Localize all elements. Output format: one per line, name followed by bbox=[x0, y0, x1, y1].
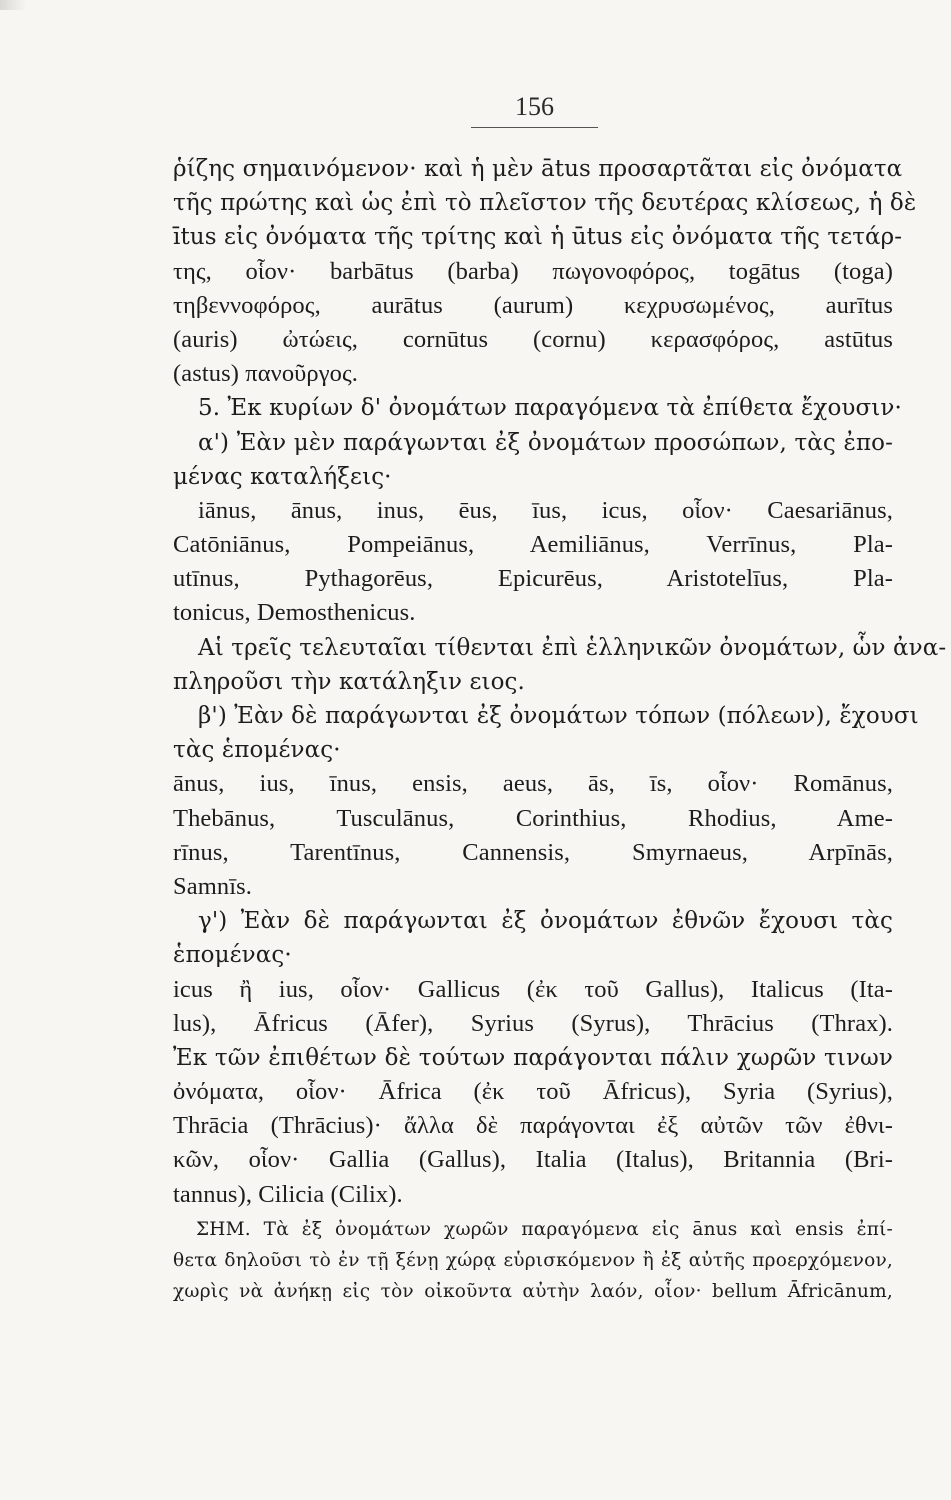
text-line: tonicus, Demosthenicus. bbox=[173, 599, 416, 627]
text-line: τὰς ἑπομένας· bbox=[173, 737, 341, 764]
text-line: ἑπομένας· bbox=[173, 942, 292, 969]
text-line: της, οἷον· barbātus (barba) πωγονοφόρος, togātus (toga) bbox=[173, 257, 893, 285]
text-line: tannus), Cilicia (Cilix). bbox=[173, 1180, 403, 1208]
text-line: ītus εἰς ὀνόματα τῆς τρίτης καὶ ἡ ūtus εἰς ὀνόματα τῆς τετάρ- bbox=[173, 224, 903, 251]
subsection-gamma: γ') Ἐὰν δὲ παράγωνται ἐξ ὀνομάτων ἐθνῶν ἔχουσι τὰς bbox=[198, 908, 893, 935]
suffix-list: iānus, ānus, inus, ēus, īus, icus, οἷον· Caesariānus, bbox=[198, 496, 893, 524]
page-number-rule bbox=[471, 127, 598, 128]
text-line: Αἱ τρεῖς τελευταῖαι τίθενται ἐπὶ ἑλληνικῶν ὀνομάτων, ὧν ἀνα- bbox=[198, 634, 947, 661]
footnote bbox=[173, 1214, 893, 1307]
section-heading-5: 5. Ἐκ κυρίων δ' ὀνομάτων παραγόμενα τὰ ἐπίθετα ἔχουσιν· bbox=[198, 395, 902, 422]
main-text bbox=[173, 152, 947, 1307]
page-number: 156 bbox=[515, 92, 554, 121]
text-line: τηβεννοφόρος, aurātus (aurum) κεχρυσωμένος, aurītus bbox=[173, 291, 893, 319]
text-line: τῆς πρώτης καὶ ὡς ἐπὶ τὸ πλεῖστον τῆς δευτέρας κλίσεως, ἡ δὲ bbox=[173, 190, 917, 217]
text-line: μένας καταλήξεις· bbox=[173, 463, 392, 490]
suffix-list: ānus, ius, īnus, ensis, aeus, ās, īs, οἷον· Romānus, bbox=[173, 770, 893, 798]
footnote-line: χωρὶς νὰ ἀνήκῃ εἰς τὸν οἰκοῦντα αὐτὴν λαόν, οἷον· bellum Āfricānum, bbox=[173, 1280, 893, 1302]
text-line: ὀνόματα, οἷον· Āfrica (ἐκ τοῦ Āfricus), Syria (Syrius), bbox=[173, 1078, 893, 1106]
text-line: Thebānus, Tusculānus, Corinthius, Rhodius, Ame- bbox=[173, 804, 893, 832]
text-line: rīnus, Tarentīnus, Cannensis, Smyrnaeus, Arpīnās, bbox=[173, 838, 893, 866]
subsection-beta: β') Ἐὰν δὲ παράγωνται ἐξ ὀνομάτων τόπων (πόλεων), ἔχουσι bbox=[198, 703, 919, 729]
suffix-list: icus ἢ ius, οἷον· Gallicus (ἐκ τοῦ Gallus), Italicus (Ita- bbox=[173, 975, 893, 1003]
text-line: ῥίζης σημαινόμενον· καὶ ἡ μὲν ātus προσαρτᾶται εἰς ὀνόματα bbox=[173, 156, 903, 182]
text-line: πληροῦσι τὴν κατάληξιν ειος. bbox=[173, 668, 525, 695]
text-line: Ἐκ τῶν ἐπιθέτων δὲ τούτων παράγονται πάλιν χωρῶν τινων bbox=[173, 1044, 893, 1071]
subsection-alpha: α') Ἐὰν μὲν παράγωνται ἐξ ὀνομάτων προσώπων, τὰς ἐπο- bbox=[198, 429, 893, 456]
text-line: (auris) ὠτώεις, cornūtus (cornu) κερασφόρος, astūtus bbox=[173, 325, 893, 353]
text-line: Samnīs. bbox=[173, 872, 252, 900]
text-line: κῶν, οἷον· Gallia (Gallus), Italia (Italus), Britannia (Bri- bbox=[173, 1146, 893, 1174]
text-line: utīnus, Pythagorēus, Epicurēus, Aristotelīus, Pla- bbox=[173, 565, 893, 593]
text-line: (astus) πανοῦργος. bbox=[173, 360, 359, 388]
text-line: Catōniānus, Pompeiānus, Aemiliānus, Verrīnus, Pla- bbox=[173, 531, 893, 559]
text-line: Thrācia (Thrācius)· ἄλλα δὲ παράγονται ἐξ αὐτῶν τῶν ἐθνι- bbox=[173, 1112, 893, 1140]
footnote-line: θετα δηλοῦσι τὸ ἐν τῇ ξένῃ χώρᾳ εὑρισκόμενον ἢ ἐξ αὐτῆς προερχόμενον, bbox=[173, 1249, 893, 1271]
footnote-line: ΣΗΜ. Τὰ ἐξ ὀνομάτων χωρῶν παραγόμενα εἰς ānus καὶ ensis ἐπί- bbox=[196, 1218, 893, 1240]
text-line: lus), Āfricus (Āfer), Syrius (Syrus), Thrācius (Thrax). bbox=[173, 1009, 893, 1037]
scan-edge-mark bbox=[0, 0, 26, 10]
